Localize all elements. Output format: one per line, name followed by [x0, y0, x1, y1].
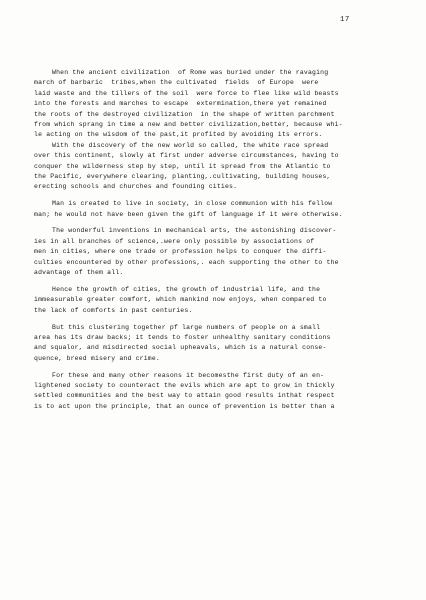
text-line: man; he would not have been given the gift of language if it were otherwise.: [34, 210, 343, 218]
text-line: The wonderful inventions in mechanical arts, the astonishing discover-: [52, 227, 337, 235]
text-line: over this continent, slowly at first under adverse circumstances, having to: [34, 152, 339, 160]
text-line: march of barbaric tribes,when the cultivated fields of Europe were: [34, 79, 319, 87]
text-line: is to act upon the principle, that an ounce of prevention is better than a: [34, 402, 335, 410]
text-line: ies in all branches of science,.were only possible by associations of: [34, 237, 315, 245]
text-line: the lack of comforts in past centuries.: [34, 306, 193, 314]
text-line: quence, breed misery and crime.: [34, 354, 160, 362]
text-line: conquer the wilderness step by step, until it spread from the Atlantic to: [34, 162, 331, 170]
text-line: For these and many other reasons it becomesthe first duty of an en-: [52, 371, 325, 379]
text-line: When the ancient civilization of Rome was buried under the ravaging: [52, 69, 329, 76]
text-line: le acting on the wisdom of the past,it profited by avoiding its errors.: [34, 131, 323, 139]
text-line: With the discovery of the new world so called, the white race spread: [52, 141, 329, 149]
text-line: lightened society to counteract the evils which are apt to grow in thickly: [34, 381, 335, 389]
text-line: from which sprang in time a new and better civilization,better, because whi-: [34, 121, 343, 129]
text-line: men in cities, where one trade or profession helps to conquer the diffi-: [34, 248, 327, 256]
text-line: Man is created to live in society, in close communion with his fellow: [52, 200, 333, 208]
text-line: But this clustering together pf large numbers of people on a small: [52, 323, 321, 331]
text-line: erecting schools and churches and founding cities.: [34, 183, 238, 191]
text-line: and squalor, and misdirected social upheavals, which is a natural conse-: [34, 344, 327, 352]
page-number: 17: [340, 16, 350, 24]
text-line: the Pacific, everywhere clearing, planting,.cultivating, building houses,: [34, 173, 331, 181]
text-line: area has its draw backs; it tends to foster unhealthy sanitary conditions: [34, 333, 331, 341]
text-line: into the forests and marches to escape extermination,there yet remained: [34, 100, 327, 108]
body-text: [34, 68, 406, 412]
text-line: the roots of the destroyed civilization in the shape of written parchment: [34, 110, 335, 118]
text-line: Hence the growth of cities, the growth of industrial life, and the: [52, 285, 321, 293]
text-line: culties encountered by other professions,. each supporting the other to the: [34, 258, 339, 266]
text-line: immeasurable greater comfort, which mankind now enjoys, when compared to: [34, 296, 327, 304]
text-line: laid waste and the tillers of the soil were force to flee like wild beasts: [34, 89, 339, 97]
text-line: settled communities and the best way to attain good results inthat respect: [34, 392, 335, 400]
text-line: advantage of them all.: [34, 269, 124, 277]
